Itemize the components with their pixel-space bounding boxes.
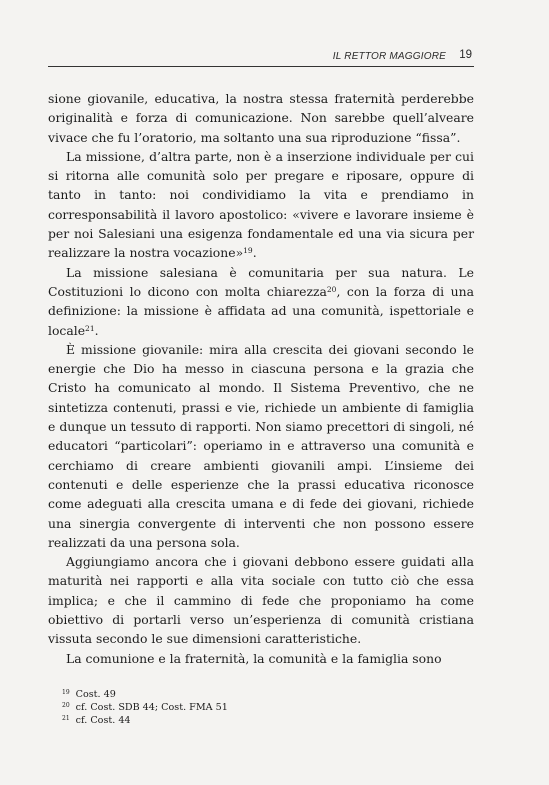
footnote-item bbox=[48, 688, 474, 701]
footnote-number: 21 bbox=[62, 715, 70, 722]
footnote-number: 20 bbox=[62, 702, 70, 709]
text-run: La missione salesiana è comunitaria per sua natura. Le Costituzioni lo dicono con molta chiarezza bbox=[48, 264, 474, 299]
footnote-item bbox=[48, 701, 474, 714]
running-header bbox=[48, 50, 474, 67]
footnote-text: cf. Cost. SDB 44; Cost. FMA 51 bbox=[75, 702, 228, 713]
text-run: . bbox=[94, 322, 99, 338]
text-run: La comunione e la fraternità, la comunità e la famiglia sono bbox=[66, 650, 442, 666]
paragraph-5 bbox=[48, 552, 474, 648]
paragraph-2 bbox=[48, 147, 474, 263]
text-run: È missione giovanile: mira alla crescita dei giovani secondo le energie che Dio ha messo in ciascuna persona e la grazia che Cristo ha comunicato al mondo. Il Sistema Preventivo, che ne sintetizza contenuti, prassi e vie, richiede un ambiente di famiglia e dunque un tessuto di rapporti. Non siamo precettori di singoli, né educatori “particolari”: operiamo in e attraverso una comunità e cerchiamo di creare ambienti giovanili ampi. L’insieme dei contenuti e delle esperienze che la prassi educativa riconosce come adeguati alla crescita umana e di fede dei giovani, richiede una sinergia convergente di interventi che non possono essere realizzati da una persona sola. bbox=[48, 341, 474, 550]
text-run: Aggiungiamo ancora che i giovani debbono essere guidati alla maturità nei rapporti e alla vita sociale con tutto ciò che essa implica; e che il cammino di fede che proponiamo ha come obiettivo di portarli verso un’esperienza di comunità cristiana vissuta secondo le sue dimensioni caratteristiche. bbox=[48, 554, 474, 647]
footnote-ref[interactable]: 21 bbox=[85, 323, 95, 333]
paragraph-4 bbox=[48, 340, 474, 552]
paragraph-1 bbox=[48, 89, 474, 147]
footnotes bbox=[48, 688, 474, 727]
footnote-number: 19 bbox=[62, 689, 70, 696]
body-text bbox=[48, 89, 474, 668]
footnote-item bbox=[48, 714, 474, 727]
text-run: . bbox=[252, 245, 257, 261]
page-number: 19 bbox=[459, 49, 472, 61]
footnote-ref[interactable]: 20 bbox=[326, 284, 337, 294]
text-run: La missione, d’altra parte, non è a inserzione individuale per cui si ritorna alle comunità solo per pregare e riposare, oppure di tanto in tanto: noi condividiamo la vita e prendiamo in corresponsabilità il lavoro apostolico: «vivere e lavorare insieme è per noi Salesiani una esigenza fondamentale ed una via sicura per realizzare la nostra vocazione» bbox=[48, 148, 474, 261]
text-run: sione giovanile, educativa, la nostra stessa fraternità perderebbe originalità e forza di comunicazione. Non sarebbe quell’alveare vivace che fu l’oratorio, ma soltanto una sua riproduzione “fissa”. bbox=[48, 91, 474, 145]
footnote-text: Cost. 49 bbox=[75, 689, 116, 700]
footnote-ref[interactable]: 19 bbox=[243, 246, 253, 256]
paragraph-6 bbox=[48, 649, 474, 668]
footnote-text: cf. Cost. 44 bbox=[75, 715, 131, 726]
running-title: IL RETTOR MAGGIORE bbox=[332, 51, 446, 62]
text-run: , con la forza di una definizione: la missione è affidata ad una comunità, ispettoriale e locale bbox=[48, 283, 474, 338]
paragraph-3 bbox=[48, 263, 474, 340]
